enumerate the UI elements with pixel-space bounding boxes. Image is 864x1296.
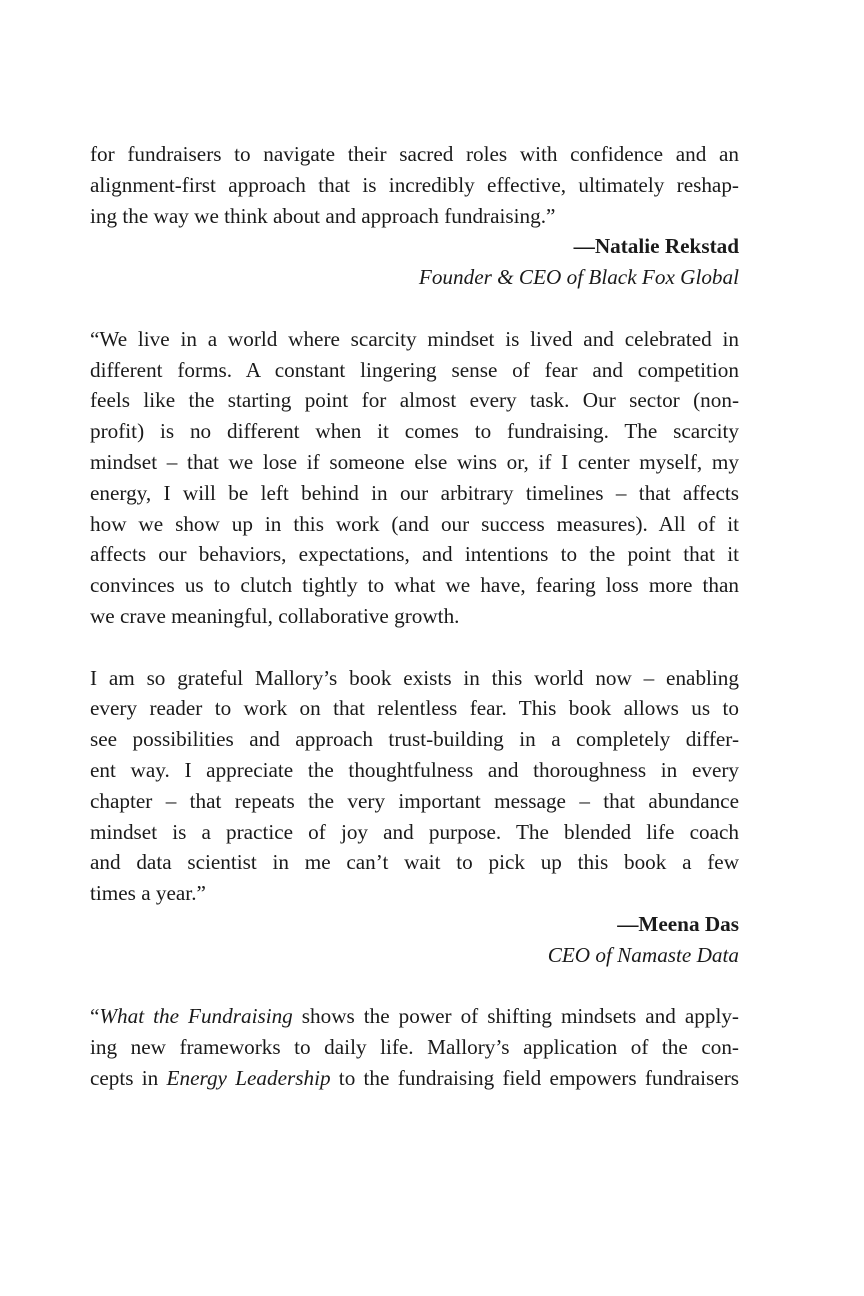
text-line: ing the way we think about and approach fundraising.” <box>90 203 556 228</box>
text-line: convinces us to clutch tightly to what we have, fearing loss more than <box>90 573 739 598</box>
quote-meena-paragraph-1 <box>90 324 739 632</box>
quote-what-the-fundraising <box>90 1001 739 1093</box>
text-line: every reader to work on that relentless fear. This book allows us to <box>90 696 739 721</box>
text-line: and data scientist in me can’t wait to pick up this book a few <box>90 850 739 875</box>
attribution-name-meena: —Meena Das <box>617 911 739 936</box>
text-line: ing new frameworks to daily life. Mallory’s application of the con- <box>90 1035 739 1060</box>
text-line: for fundraisers to navigate their sacred roles with confidence and an <box>90 142 739 166</box>
text-line: I am so grateful Mallory’s book exists in this world now – enabling <box>90 665 739 690</box>
book-title: Energy Leadership <box>166 1065 331 1090</box>
text-line: ent way. I appreciate the thoughtfulness and thoroughness in every <box>90 757 739 782</box>
book-title: What the Fundraising <box>99 1004 293 1029</box>
text-line: “What the Fundraising shows the power of shifting mindsets and apply- <box>90 1004 739 1029</box>
book-page <box>90 139 739 1094</box>
text-line: energy, I will be left behind in our arbitrary timelines – that affects <box>90 480 739 505</box>
attribution-name-natalie: —Natalie Rekstad <box>573 234 739 259</box>
text-line: alignment-first approach that is incredibly effective, ultimately reshap- <box>90 172 739 197</box>
text-line: times a year.” <box>90 881 206 906</box>
text-line: we crave meaningful, collaborative growth. <box>90 603 460 628</box>
text-line: affects our behaviors, expectations, and intentions to the point that it <box>90 542 739 567</box>
text-line: mindset – that we lose if someone else wins or, if I center myself, my <box>90 449 739 474</box>
attribution-title-natalie: Founder & CEO of Black Fox Global <box>418 265 739 290</box>
text-line: profit) is no different when it comes to fundraising. The scarcity <box>90 419 739 444</box>
text-line: cepts in Energy Leadership to the fundraising field empowers fundraisers <box>90 1065 740 1090</box>
text-line: mindset is a practice of joy and purpose. The blended life coach <box>90 819 739 844</box>
text-line: “We live in a world where scarcity mindset is lived and celebrated in <box>90 326 739 351</box>
text-line: see possibilities and approach trust-building in a completely differ- <box>90 727 739 752</box>
quote-meena-paragraph-2 <box>90 663 739 909</box>
text-line: feels like the starting point for almost every task. Our sector (non- <box>90 388 739 413</box>
text-line: chapter – that repeats the very important message – that abundance <box>90 788 739 813</box>
quote-natalie-tail <box>90 139 739 231</box>
text-line: how we show up in this work (and our success measures). All of it <box>90 511 739 536</box>
text-line: different forms. A constant lingering sense of fear and competition <box>90 357 739 382</box>
attribution-title-meena: CEO of Namaste Data <box>547 942 739 967</box>
